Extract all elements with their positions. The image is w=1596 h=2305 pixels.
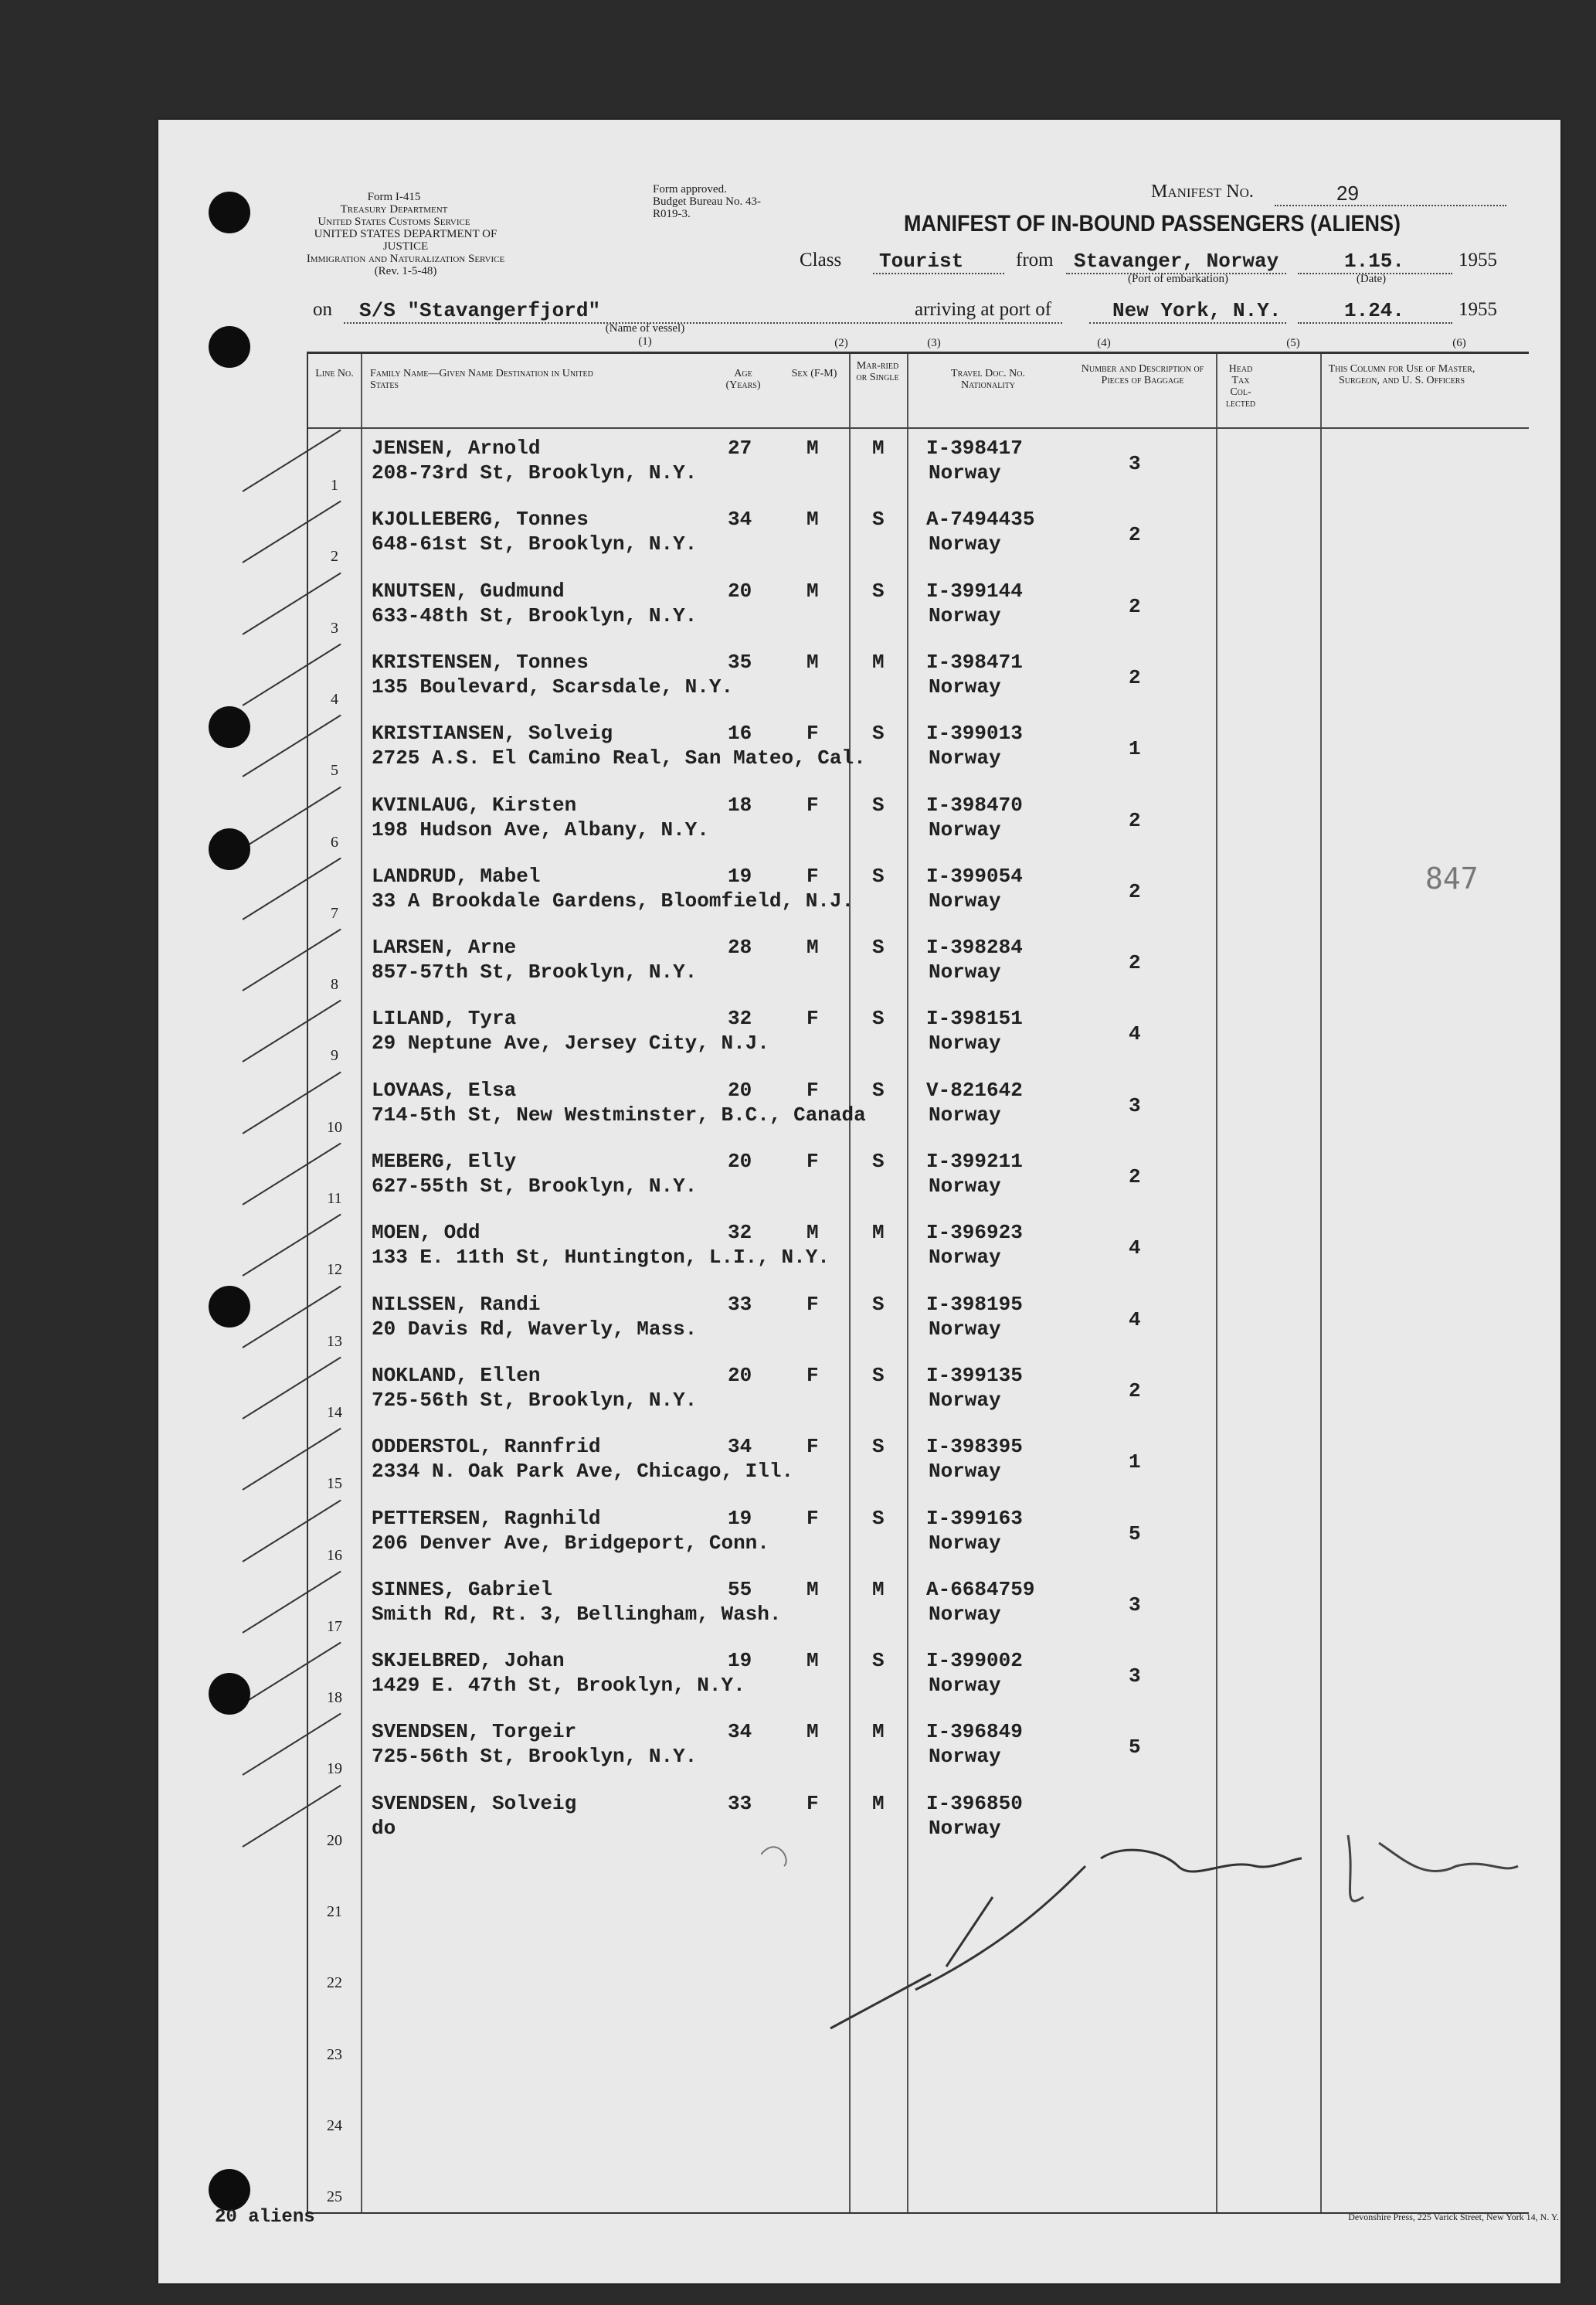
line-number: 21: [327, 1903, 342, 1920]
inspector-signature: [761, 1773, 1533, 2067]
col-number-6: (6): [1452, 337, 1466, 349]
age: 27: [728, 437, 752, 460]
nationality: Norway: [929, 1745, 1001, 1769]
marital-status: M: [872, 650, 885, 674]
table-row: [308, 928, 1529, 999]
passenger-name: ODDERSTOL, Rannfrid: [372, 1435, 601, 1459]
destination: 725-56th St, Brooklyn, N.Y.: [372, 1745, 698, 1769]
passenger-name: SVENDSEN, Torgeir: [372, 1720, 577, 1744]
travel-doc-number: I-399163: [926, 1506, 1023, 1530]
baggage-count: 2: [1129, 808, 1141, 832]
baggage-count: 1: [1129, 737, 1141, 761]
age: 20: [728, 1078, 752, 1102]
line-number: 3: [331, 619, 338, 637]
age: 55: [728, 1577, 752, 1601]
passenger-name: SKJELBRED, Johan: [372, 1649, 565, 1673]
col-header-travel: Travel Doc. No. Nationality: [951, 368, 1025, 391]
marital-status: S: [872, 864, 885, 888]
date1-field: [1298, 250, 1452, 274]
nationality: Norway: [929, 818, 1001, 841]
travel-doc-number: I-398284: [926, 936, 1023, 960]
passenger-name: MEBERG, Elly: [372, 1150, 517, 1173]
age: 20: [728, 579, 752, 603]
age: 34: [728, 508, 752, 532]
col-number-5: (5): [1286, 337, 1300, 349]
sex: F: [806, 1292, 819, 1316]
date1-year: 1955: [1458, 250, 1497, 270]
baggage-count: 2: [1129, 951, 1141, 975]
line-number: 24: [327, 2116, 342, 2134]
table-row: [308, 1499, 1529, 1570]
travel-doc-number: I-398471: [926, 650, 1023, 674]
travel-doc-number: I-398470: [926, 793, 1023, 817]
revision: (Rev. 1-5-48): [374, 265, 437, 277]
col-number-3: (3): [927, 337, 941, 349]
baggage-count: 1: [1129, 1450, 1141, 1474]
destination: 133 E. 11th St, Huntington, L.I., N.Y.: [372, 1246, 830, 1270]
marital-status: S: [872, 1435, 885, 1459]
destination: 857-57th St, Brooklyn, N.Y.: [372, 960, 698, 984]
vessel-col-number: (1): [638, 335, 652, 348]
marital-status: M: [872, 1577, 885, 1601]
destination: 135 Boulevard, Scarsdale, N.Y.: [372, 675, 734, 699]
travel-doc-number: I-398195: [926, 1292, 1023, 1316]
date2-field: [1298, 299, 1452, 324]
punch-hole: [209, 192, 250, 233]
table-row: [308, 1142, 1529, 1213]
sex: F: [806, 1363, 819, 1387]
marital-status: S: [872, 1292, 885, 1316]
travel-doc-number: I-398395: [926, 1435, 1023, 1459]
form-number: Form I-415: [367, 191, 421, 203]
age: 34: [728, 1720, 752, 1744]
manifest-no-value: 29: [1336, 182, 1359, 205]
line-number: 7: [331, 904, 338, 922]
sex: M: [806, 936, 819, 960]
col-header-name: Family Name—Given Name Destination in United States: [370, 368, 593, 391]
marital-status: S: [872, 1078, 885, 1102]
table-row: [308, 999, 1529, 1070]
age: 35: [728, 650, 752, 674]
col-header-married: Mar-ried or Single: [856, 360, 899, 383]
doj-info: [305, 228, 506, 277]
col-header-age: Age (Years): [725, 368, 761, 391]
table-row: [308, 572, 1529, 643]
col-header-baggage: Number and Description of Pieces of Baggage: [1081, 363, 1204, 386]
col-number-2: (2): [834, 337, 848, 349]
customs-service: United States Customs Service: [318, 216, 470, 228]
sex: M: [806, 1577, 819, 1601]
arriving-label: arriving at port of: [912, 299, 1054, 321]
nationality: Norway: [929, 746, 1001, 770]
sex: F: [806, 1078, 819, 1102]
passenger-name: KRISTENSEN, Tonnes: [372, 650, 589, 674]
baggage-count: 2: [1129, 1165, 1141, 1188]
line-number: 13: [327, 1332, 342, 1350]
table-row: [308, 429, 1529, 500]
travel-doc-number: I-399144: [926, 579, 1023, 603]
baggage-count: 3: [1129, 1593, 1141, 1617]
nationality: Norway: [929, 1032, 1001, 1056]
date1-value: 1.15.: [1344, 250, 1405, 273]
line-number: 15: [327, 1475, 342, 1493]
port-value: New York, N.Y.: [1112, 299, 1282, 322]
destination: 1429 E. 47th St, Brooklyn, N.Y.: [372, 1674, 745, 1698]
sex: F: [806, 1791, 819, 1815]
col-number-4: (4): [1097, 337, 1111, 349]
travel-doc-number: I-398151: [926, 1007, 1023, 1031]
punch-hole: [209, 2169, 250, 2211]
age: 19: [728, 1506, 752, 1530]
vessel-caption-text: (Name of vessel): [605, 322, 685, 335]
baggage-count: 2: [1129, 665, 1141, 689]
passenger-name: NOKLAND, Ellen: [372, 1363, 541, 1387]
embarkation-caption: (Port of embarkation): [1128, 273, 1228, 285]
passenger-name: KRISTIANSEN, Solveig: [372, 722, 613, 746]
baggage-count: 3: [1129, 452, 1141, 475]
table-row: [308, 2069, 1529, 2140]
baggage-count: 2: [1129, 1379, 1141, 1402]
line-number: 16: [327, 1546, 342, 1564]
nationality: Norway: [929, 532, 1001, 556]
manifest-page: [158, 120, 1560, 2283]
baggage-count: 5: [1129, 1521, 1141, 1545]
line-number: 23: [327, 2045, 342, 2063]
travel-doc-number: I-398417: [926, 437, 1023, 460]
treasury-dept: Treasury Department: [340, 203, 448, 216]
line-number: 18: [327, 1689, 342, 1707]
class-label: Class: [800, 250, 842, 270]
line-number: 14: [327, 1403, 342, 1421]
baggage-count: 5: [1129, 1736, 1141, 1759]
class-value: Tourist: [879, 250, 964, 273]
marital-status: S: [872, 1007, 885, 1031]
travel-doc-number: I-399211: [926, 1150, 1023, 1173]
nationality: Norway: [929, 1246, 1001, 1270]
line-number: 1: [331, 477, 338, 494]
table-row: [308, 1570, 1529, 1641]
page-title: MANIFEST OF IN-BOUND PASSENGERS (ALIENS): [904, 211, 1401, 236]
line-number: 2: [331, 548, 338, 566]
table-row: [308, 1641, 1529, 1712]
nationality: Norway: [929, 1317, 1001, 1341]
passenger-name: LANDRUD, Mabel: [372, 864, 541, 888]
baggage-count: 2: [1129, 879, 1141, 903]
age: 18: [728, 793, 752, 817]
sex: F: [806, 1150, 819, 1173]
total-aliens: 20 aliens: [215, 2207, 315, 2228]
nationality: Norway: [929, 1531, 1001, 1555]
nationality: Norway: [929, 1103, 1001, 1127]
age: 32: [728, 1221, 752, 1245]
line-number: 25: [327, 2188, 342, 2206]
line-number: 8: [331, 976, 338, 994]
table-row: [308, 500, 1529, 571]
passenger-name: PETTERSEN, Ragnhild: [372, 1506, 601, 1530]
marital-status: M: [872, 437, 885, 460]
age: 19: [728, 1649, 752, 1673]
line-number: 12: [327, 1261, 342, 1279]
destination: 198 Hudson Ave, Albany, N.Y.: [372, 818, 709, 841]
age: 33: [728, 1791, 752, 1815]
from-value: Stavanger, Norway: [1074, 250, 1279, 273]
marital-status: M: [872, 1791, 885, 1815]
doj: UNITED STATES DEPARTMENT OF JUSTICE: [314, 228, 497, 253]
line-number: 17: [327, 1617, 342, 1635]
nationality: Norway: [929, 960, 1001, 984]
printer-credit: Devonshire Press, 225 Varick Street, New York 14, N. Y.: [1348, 2212, 1559, 2222]
col-header-sex: Sex (F-M): [791, 368, 837, 379]
baggage-count: 4: [1129, 1307, 1141, 1331]
destination: 29 Neptune Ave, Jersey City, N.J.: [372, 1032, 769, 1056]
table-row: [308, 1213, 1529, 1284]
date2-value: 1.24.: [1344, 299, 1405, 322]
marital-status: S: [872, 508, 885, 532]
destination: 633-48th St, Brooklyn, N.Y.: [372, 603, 698, 627]
punch-hole: [209, 1673, 250, 1715]
destination: 725-56th St, Brooklyn, N.Y.: [372, 1388, 698, 1412]
travel-doc-number: V-821642: [926, 1078, 1023, 1102]
nationality: Norway: [929, 1816, 1001, 1840]
passenger-name: KVINLAUG, Kirsten: [372, 793, 577, 817]
passenger-name: NILSSEN, Randi: [372, 1292, 541, 1316]
sex: M: [806, 579, 819, 603]
sex: F: [806, 722, 819, 746]
marital-status: S: [872, 579, 885, 603]
marital-status: M: [872, 1720, 885, 1744]
nationality: Norway: [929, 889, 1001, 913]
travel-doc-number: A-6684759: [926, 1577, 1035, 1601]
destination: Smith Rd, Rt. 3, Bellingham, Wash.: [372, 1602, 782, 1626]
age: 20: [728, 1363, 752, 1387]
passenger-name: LARSEN, Arne: [372, 936, 517, 960]
from-label: from: [1016, 250, 1054, 270]
nationality: Norway: [929, 461, 1001, 484]
sex: F: [806, 1007, 819, 1031]
passenger-name: MOEN, Odd: [372, 1221, 480, 1245]
age: 34: [728, 1435, 752, 1459]
passenger-name: LOVAAS, Elsa: [372, 1078, 517, 1102]
col-header-headtax: Head Tax Col-lected: [1225, 363, 1256, 410]
vessel-value: S/S "Stavangerfjord": [359, 299, 601, 322]
line-number: 9: [331, 1047, 338, 1065]
destination: 714-5th St, New Westminster, B.C., Canada: [372, 1103, 866, 1127]
baggage-count: 3: [1129, 1664, 1141, 1688]
travel-doc-number: I-399054: [926, 864, 1023, 888]
sex: M: [806, 437, 819, 460]
destination: 627-55th St, Brooklyn, N.Y.: [372, 1175, 698, 1198]
table-row: [308, 857, 1529, 928]
punch-hole: [209, 326, 250, 368]
marital-status: S: [872, 793, 885, 817]
line-number: 5: [331, 762, 338, 780]
age: 32: [728, 1007, 752, 1031]
form-info: [301, 191, 487, 228]
passenger-name: JENSEN, Arnold: [372, 437, 541, 460]
passenger-name: KJOLLEBERG, Tonnes: [372, 508, 589, 532]
manifest-no-field: [1275, 182, 1506, 206]
baggage-count: 4: [1129, 1236, 1141, 1260]
line-number: 10: [327, 1118, 342, 1136]
table-row: [308, 714, 1529, 785]
on-label: on: [313, 299, 332, 320]
age: 28: [728, 936, 752, 960]
passenger-name: SVENDSEN, Solveig: [372, 1791, 577, 1815]
nationality: Norway: [929, 1388, 1001, 1412]
sex: F: [806, 864, 819, 888]
port-field: [1089, 299, 1286, 324]
marital-status: S: [872, 1506, 885, 1530]
nationality: Norway: [929, 1674, 1001, 1698]
travel-doc-number: I-399135: [926, 1363, 1023, 1387]
baggage-count: 3: [1129, 1093, 1141, 1117]
baggage-count: 4: [1129, 1022, 1141, 1046]
travel-doc-number: I-396850: [926, 1791, 1023, 1815]
form-approved: Form approved.: [653, 183, 727, 195]
table-row: [308, 1285, 1529, 1356]
line-number: 4: [331, 690, 338, 708]
date-caption: (Date): [1356, 273, 1387, 285]
nationality: Norway: [929, 675, 1001, 699]
line-number: 22: [327, 1974, 342, 1992]
destination: 208-73rd St, Brooklyn, N.Y.: [372, 461, 698, 484]
marital-status: S: [872, 722, 885, 746]
sex: M: [806, 1221, 819, 1245]
destination: 20 Davis Rd, Waverly, Mass.: [372, 1317, 698, 1341]
passenger-name: KNUTSEN, Gudmund: [372, 579, 565, 603]
manifest-no-label: Manifest No.: [1151, 182, 1254, 202]
marital-status: S: [872, 1150, 885, 1173]
age: 33: [728, 1292, 752, 1316]
table-row: [308, 786, 1529, 857]
punch-hole: [209, 828, 250, 870]
nationality: Norway: [929, 603, 1001, 627]
nationality: Norway: [929, 1602, 1001, 1626]
sex: M: [806, 1649, 819, 1673]
sex: F: [806, 793, 819, 817]
travel-doc-number: I-396923: [926, 1221, 1023, 1245]
destination: 33 A Brookdale Gardens, Bloomfield, N.J.: [372, 889, 854, 913]
line-number: 20: [327, 1831, 342, 1849]
destination: 206 Denver Ave, Bridgeport, Conn.: [372, 1531, 769, 1555]
passenger-name: LILAND, Tyra: [372, 1007, 517, 1031]
destination: 2334 N. Oak Park Ave, Chicago, Ill.: [372, 1460, 794, 1484]
age: 20: [728, 1150, 752, 1173]
baggage-count: 2: [1129, 594, 1141, 618]
table-row: [308, 1356, 1529, 1427]
col-header-officers: This Column for Use of Master, Surgeon, and U. S. Officers: [1328, 363, 1475, 386]
nationality: Norway: [929, 1460, 1001, 1484]
travel-doc-number: I-399002: [926, 1649, 1023, 1673]
marital-status: S: [872, 1363, 885, 1387]
marital-status: S: [872, 1649, 885, 1673]
line-number: 11: [327, 1190, 342, 1207]
destination: 648-61st St, Brooklyn, N.Y.: [372, 532, 698, 556]
travel-doc-number: I-396849: [926, 1720, 1023, 1744]
class-field: [873, 250, 1004, 274]
table-row: [308, 2140, 1529, 2212]
age: 19: [728, 864, 752, 888]
destination: 2725 A.S. El Camino Real, San Mateo, Cal.: [372, 746, 866, 770]
col-header-line: Line No.: [315, 368, 354, 379]
sex: F: [806, 1506, 819, 1530]
ins: Immigration and Naturalization Service: [306, 253, 505, 265]
travel-doc-number: A-7494435: [926, 508, 1035, 532]
date2-year: 1955: [1458, 299, 1497, 320]
age: 16: [728, 722, 752, 746]
destination: do: [372, 1816, 396, 1840]
travel-doc-number: I-399013: [926, 722, 1023, 746]
sex: M: [806, 650, 819, 674]
vessel-caption: [568, 322, 722, 348]
sex: M: [806, 1720, 819, 1744]
nationality: Norway: [929, 1175, 1001, 1198]
budget-approval: [653, 183, 784, 220]
punch-hole: [209, 1286, 250, 1328]
stamp-number: 847: [1425, 862, 1479, 896]
from-field: [1066, 250, 1286, 274]
baggage-count: 2: [1129, 523, 1141, 547]
line-number: 6: [331, 833, 338, 851]
marital-status: M: [872, 1221, 885, 1245]
marital-status: S: [872, 936, 885, 960]
budget-bureau: Budget Bureau No. 43-R019-3.: [653, 195, 761, 220]
sex: M: [806, 508, 819, 532]
line-number: 19: [327, 1760, 342, 1778]
passenger-name: SINNES, Gabriel: [372, 1577, 553, 1601]
table-row: [308, 643, 1529, 714]
table-row: [308, 1427, 1529, 1498]
table-row: [308, 1071, 1529, 1142]
sex: F: [806, 1435, 819, 1459]
punch-hole: [209, 706, 250, 748]
